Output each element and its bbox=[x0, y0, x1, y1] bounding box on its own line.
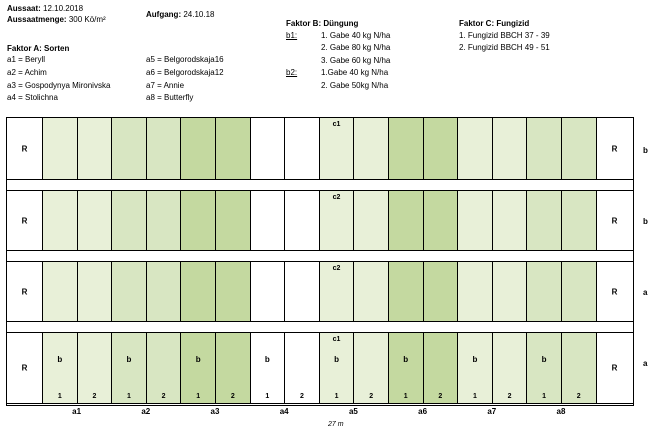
plot-number: 1 bbox=[196, 393, 201, 400]
plot-cell bbox=[354, 191, 389, 250]
b2-label: b2: bbox=[286, 68, 298, 77]
rand-label: R bbox=[21, 216, 28, 225]
faktor-b-title: Faktor B: Düngung bbox=[286, 19, 359, 28]
fertilizer-side-label: a bbox=[643, 359, 648, 368]
plot-cell bbox=[251, 118, 286, 179]
plot-cell bbox=[285, 191, 320, 250]
fertilizer-marker: b bbox=[472, 355, 478, 364]
plot-cell bbox=[43, 118, 78, 179]
plot-cell bbox=[112, 333, 147, 403]
plot-number: 1 bbox=[57, 393, 62, 400]
plot-cell bbox=[389, 262, 424, 321]
plot-number: 2 bbox=[92, 393, 97, 400]
sorten-col1-item: a4 = Stolichna bbox=[7, 93, 58, 102]
b1-item: 3. Gabe 60 kg N/ha bbox=[321, 56, 391, 65]
plot-cell bbox=[562, 118, 597, 179]
fertilizer-side-label: b bbox=[643, 217, 648, 226]
fertilizer-marker: b bbox=[264, 355, 270, 364]
plot-cell bbox=[285, 262, 320, 321]
plot-cell bbox=[147, 333, 182, 403]
rand-cell bbox=[597, 262, 633, 321]
plot-number: 2 bbox=[300, 393, 304, 400]
variety-label: a5 bbox=[348, 407, 358, 416]
plot-cell bbox=[527, 191, 562, 250]
plot-cell bbox=[320, 118, 355, 179]
variety-label: a8 bbox=[556, 407, 566, 416]
variety-label: a4 bbox=[279, 407, 289, 416]
plot-cell bbox=[354, 118, 389, 179]
plot-cell bbox=[251, 333, 286, 403]
fertilizer-side-label: b bbox=[643, 146, 648, 155]
plot-cell bbox=[320, 333, 355, 403]
plot-cell bbox=[527, 262, 562, 321]
b1-item: 1. Gabe 40 kg N/ha bbox=[321, 31, 391, 40]
plot-number: 2 bbox=[576, 393, 581, 400]
plot-number: 1 bbox=[403, 393, 408, 400]
plot-strip bbox=[7, 190, 633, 251]
fungizid-strip-label: c2 bbox=[332, 265, 341, 272]
sorten-col2-item: a5 = Belgorodskaja16 bbox=[146, 55, 224, 64]
plot-cell bbox=[285, 118, 320, 179]
plot-cell bbox=[43, 262, 78, 321]
plot-cell bbox=[493, 262, 528, 321]
plot-cell bbox=[424, 118, 459, 179]
plot-cell bbox=[181, 191, 216, 250]
fertilizer-side-label: a bbox=[643, 288, 648, 297]
plot-cell bbox=[354, 333, 389, 403]
length-label: 27 m bbox=[328, 421, 344, 428]
rand-label: R bbox=[21, 144, 28, 153]
sorten-col1-item: a1 = Beryll bbox=[7, 55, 46, 64]
b2-item: 2. Gabe 50kg N/ha bbox=[321, 81, 389, 90]
plot-cell bbox=[216, 191, 251, 250]
aussaat-line bbox=[7, 4, 83, 14]
fertilizer-marker: b bbox=[334, 355, 339, 364]
plot-cell bbox=[562, 262, 597, 321]
rand-label: R bbox=[21, 363, 28, 373]
rand-cell bbox=[597, 191, 633, 250]
plot-number: 2 bbox=[507, 393, 512, 400]
fertilizer-marker: b bbox=[57, 355, 63, 364]
plot-cell bbox=[389, 333, 424, 403]
aufgang-value: 24.10.18 bbox=[183, 10, 215, 19]
plot-cell bbox=[458, 191, 493, 250]
plot-cell bbox=[181, 262, 216, 321]
rand-cell bbox=[7, 262, 43, 321]
plot-cell bbox=[458, 118, 493, 179]
plot-number: 1 bbox=[127, 393, 131, 400]
faktor-c-title: Faktor C: Fungizid bbox=[459, 19, 530, 28]
rand-label: R bbox=[611, 363, 618, 373]
aussaat-label: Aussaat: bbox=[7, 4, 41, 13]
plot-cell bbox=[458, 262, 493, 321]
aufgang-label: Aufgang: bbox=[146, 10, 182, 19]
rand-cell bbox=[7, 191, 43, 250]
variety-label: a3 bbox=[210, 407, 220, 416]
sorten-col1-item: a2 = Achim bbox=[7, 68, 47, 77]
rand-cell bbox=[7, 118, 43, 179]
plot-cell bbox=[216, 333, 251, 403]
rand-label: R bbox=[611, 144, 618, 153]
plot-cell bbox=[112, 191, 147, 250]
plot-cell bbox=[112, 262, 147, 321]
variety-label: a2 bbox=[141, 407, 151, 416]
plot-cell bbox=[43, 333, 78, 403]
plot-cell bbox=[389, 191, 424, 250]
variety-label: a1 bbox=[72, 407, 82, 416]
b2-item: 1.Gabe 40 kg N/ha bbox=[321, 68, 389, 77]
plot-number: 1 bbox=[472, 393, 477, 400]
rand-cell bbox=[597, 118, 633, 179]
plot-cell bbox=[285, 333, 320, 403]
aussaat-value: 12.10.2018 bbox=[43, 4, 84, 13]
fertilizer-marker: b bbox=[126, 355, 132, 364]
fungizid-strip-label: c2 bbox=[332, 194, 341, 201]
plot-cell bbox=[562, 333, 597, 403]
plot-strip bbox=[7, 332, 633, 404]
plot-cell bbox=[424, 333, 459, 403]
rand-cell bbox=[7, 333, 43, 403]
fertilizer-marker: b bbox=[541, 355, 547, 364]
plot-cell bbox=[320, 262, 355, 321]
plot-number: 1 bbox=[334, 393, 339, 400]
plot-cell bbox=[389, 118, 424, 179]
sorten-col2-item: a8 = Butterfly bbox=[146, 93, 194, 102]
field-plan bbox=[6, 117, 634, 406]
fungizid-item: 1. Fungizid BBCH 37 - 39 bbox=[459, 31, 550, 40]
plot-number: 2 bbox=[230, 393, 235, 400]
rand-label: R bbox=[611, 287, 618, 296]
aussaatmenge-label: Aussaatmenge: bbox=[7, 15, 67, 24]
plot-cell bbox=[424, 191, 459, 250]
plot-cell bbox=[78, 262, 113, 321]
plot-cell bbox=[527, 118, 562, 179]
plot-cell bbox=[216, 118, 251, 179]
plot-number: 2 bbox=[369, 393, 374, 400]
sorten-col1-item: a3 = Gospodynya Mironivska bbox=[7, 81, 111, 90]
plot-cell bbox=[562, 191, 597, 250]
plot-number: 2 bbox=[438, 393, 443, 400]
plot-cell bbox=[147, 118, 182, 179]
sorten-col2-item: a6 = Belgorodskaja12 bbox=[146, 68, 224, 77]
fungizid-strip-label: c1 bbox=[332, 121, 341, 128]
plot-strip bbox=[7, 118, 633, 180]
rand-label: R bbox=[21, 287, 28, 296]
plot-cell bbox=[78, 118, 113, 179]
plot-cell bbox=[354, 262, 389, 321]
plot-cell bbox=[181, 118, 216, 179]
plot-cell bbox=[216, 262, 251, 321]
sorten-col2-item: a7 = Annie bbox=[146, 81, 185, 90]
plot-cell bbox=[43, 191, 78, 250]
plot-number: 2 bbox=[161, 393, 166, 400]
plot-strip bbox=[7, 261, 633, 322]
aussaatmenge-line bbox=[7, 15, 106, 25]
b1-label: b1: bbox=[286, 31, 298, 40]
plot-cell bbox=[251, 262, 286, 321]
b1-item: 2. Gabe 80 kg N/ha bbox=[321, 43, 391, 52]
plot-cell bbox=[493, 333, 528, 403]
rand-label: R bbox=[611, 216, 618, 225]
rand-cell bbox=[597, 333, 633, 403]
plot-cell bbox=[181, 333, 216, 403]
aufgang-line bbox=[146, 10, 214, 20]
plot-cell bbox=[458, 333, 493, 403]
plot-cell bbox=[493, 118, 528, 179]
plot-cell bbox=[147, 191, 182, 250]
fungizid-strip-label: c1 bbox=[332, 336, 341, 343]
fungizid-item: 2. Fungizid BBCH 49 - 51 bbox=[459, 43, 550, 52]
plot-number: 1 bbox=[542, 393, 547, 400]
plot-cell bbox=[527, 333, 562, 403]
plot-cell bbox=[78, 191, 113, 250]
plot-cell bbox=[493, 191, 528, 250]
plot-cell bbox=[112, 118, 147, 179]
plot-cell bbox=[320, 191, 355, 250]
faktor-a-title: Faktor A: Sorten bbox=[7, 44, 70, 53]
plot-number: 1 bbox=[265, 393, 270, 400]
plot-cell bbox=[424, 262, 459, 321]
variety-label: a6 bbox=[418, 407, 428, 416]
fertilizer-marker: b bbox=[403, 355, 409, 364]
variety-label: a7 bbox=[487, 407, 497, 416]
fertilizer-marker: b bbox=[195, 355, 201, 364]
plot-cell bbox=[147, 262, 182, 321]
plot-cell bbox=[251, 191, 286, 250]
aussaatmenge-value: 300 Kö/m² bbox=[68, 15, 106, 24]
plot-cell bbox=[78, 333, 113, 403]
